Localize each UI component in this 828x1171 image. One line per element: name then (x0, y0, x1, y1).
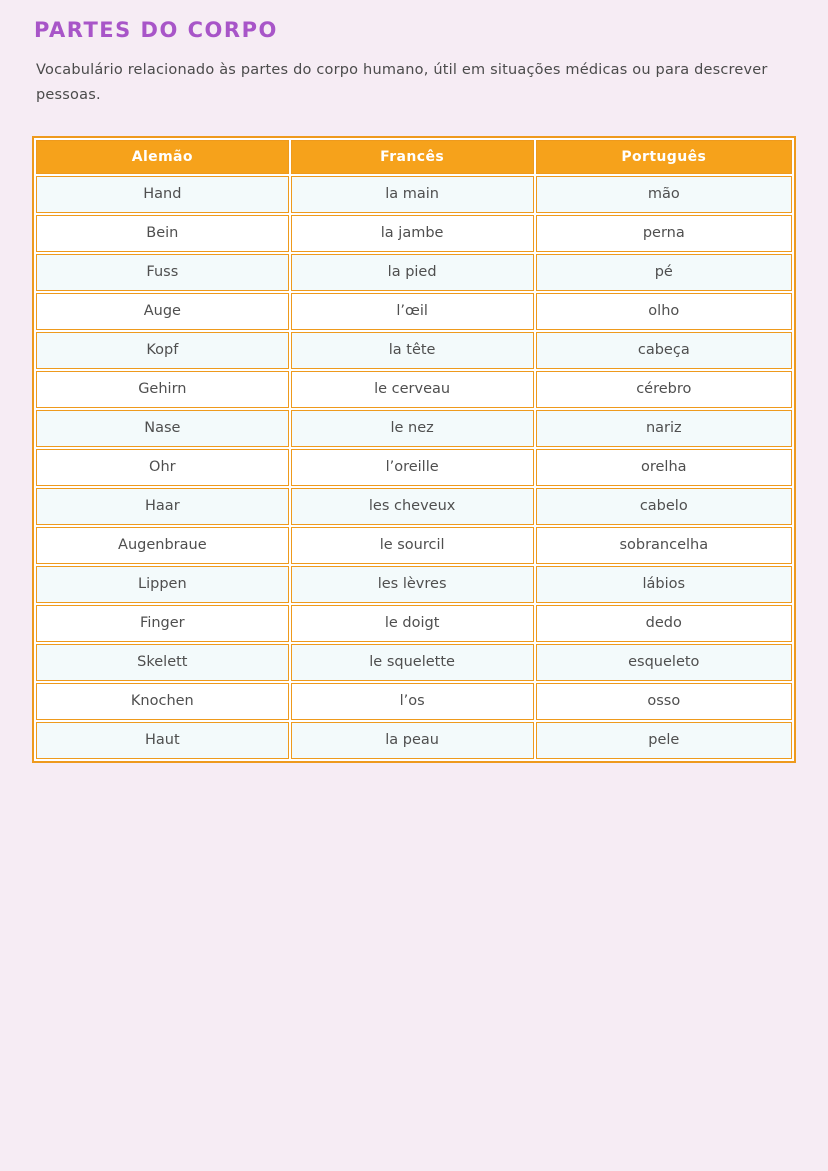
cell-french: le doigt (291, 605, 534, 642)
cell-french: la tête (291, 332, 534, 369)
cell-portuguese: olho (536, 293, 792, 330)
cell-portuguese: mão (536, 176, 792, 213)
cell-german: Nase (36, 410, 289, 447)
cell-portuguese: perna (536, 215, 792, 252)
cell-french: les lèvres (291, 566, 534, 603)
table-header-row (36, 140, 792, 174)
cell-portuguese: cabeça (536, 332, 792, 369)
table-row (36, 332, 792, 369)
cell-french: la peau (291, 722, 534, 759)
cell-german: Kopf (36, 332, 289, 369)
cell-german: Hand (36, 176, 289, 213)
table-row (36, 176, 792, 213)
cell-portuguese: orelha (536, 449, 792, 486)
cell-german: Haut (36, 722, 289, 759)
header-cell-german: Alemão (36, 140, 289, 174)
cell-french: l’oreille (291, 449, 534, 486)
cell-german: Finger (36, 605, 289, 642)
header-cell-french: Francês (291, 140, 534, 174)
cell-portuguese: cabelo (536, 488, 792, 525)
cell-french: le cerveau (291, 371, 534, 408)
cell-portuguese: pé (536, 254, 792, 291)
cell-german: Auge (36, 293, 289, 330)
table-row (36, 449, 792, 486)
cell-french: les cheveux (291, 488, 534, 525)
cell-french: le sourcil (291, 527, 534, 564)
cell-portuguese: lábios (536, 566, 792, 603)
cell-german: Lippen (36, 566, 289, 603)
cell-german: Augenbraue (36, 527, 289, 564)
vocabulary-table-container (32, 136, 796, 763)
cell-german: Gehirn (36, 371, 289, 408)
cell-german: Knochen (36, 683, 289, 720)
cell-portuguese: osso (536, 683, 792, 720)
table-body (36, 176, 792, 759)
cell-portuguese: nariz (536, 410, 792, 447)
cell-german: Fuss (36, 254, 289, 291)
cell-portuguese: esqueleto (536, 644, 792, 681)
table-row (36, 371, 792, 408)
cell-french: le squelette (291, 644, 534, 681)
table-row (36, 683, 792, 720)
cell-french: l’œil (291, 293, 534, 330)
table-row (36, 254, 792, 291)
vocabulary-table (34, 138, 794, 761)
cell-german: Bein (36, 215, 289, 252)
cell-portuguese: sobrancelha (536, 527, 792, 564)
table-row (36, 722, 792, 759)
page-description: Vocabulário relacionado às partes do corpo humano, útil em situações médicas ou para descrever pessoas. (36, 62, 768, 104)
table-row (36, 410, 792, 447)
cell-portuguese: cérebro (536, 371, 792, 408)
cell-german: Skelett (36, 644, 289, 681)
cell-french: l’os (291, 683, 534, 720)
cell-portuguese: pele (536, 722, 792, 759)
cell-german: Haar (36, 488, 289, 525)
table-row (36, 215, 792, 252)
cell-french: la pied (291, 254, 534, 291)
table-row (36, 605, 792, 642)
cell-portuguese: dedo (536, 605, 792, 642)
cell-french: la main (291, 176, 534, 213)
table-row (36, 488, 792, 525)
page-title: PARTES DO CORPO (34, 18, 278, 42)
table-row (36, 566, 792, 603)
header-cell-portuguese: Português (536, 140, 792, 174)
table-row (36, 293, 792, 330)
table-row (36, 644, 792, 681)
table-row (36, 527, 792, 564)
cell-german: Ohr (36, 449, 289, 486)
cell-french: la jambe (291, 215, 534, 252)
cell-french: le nez (291, 410, 534, 447)
